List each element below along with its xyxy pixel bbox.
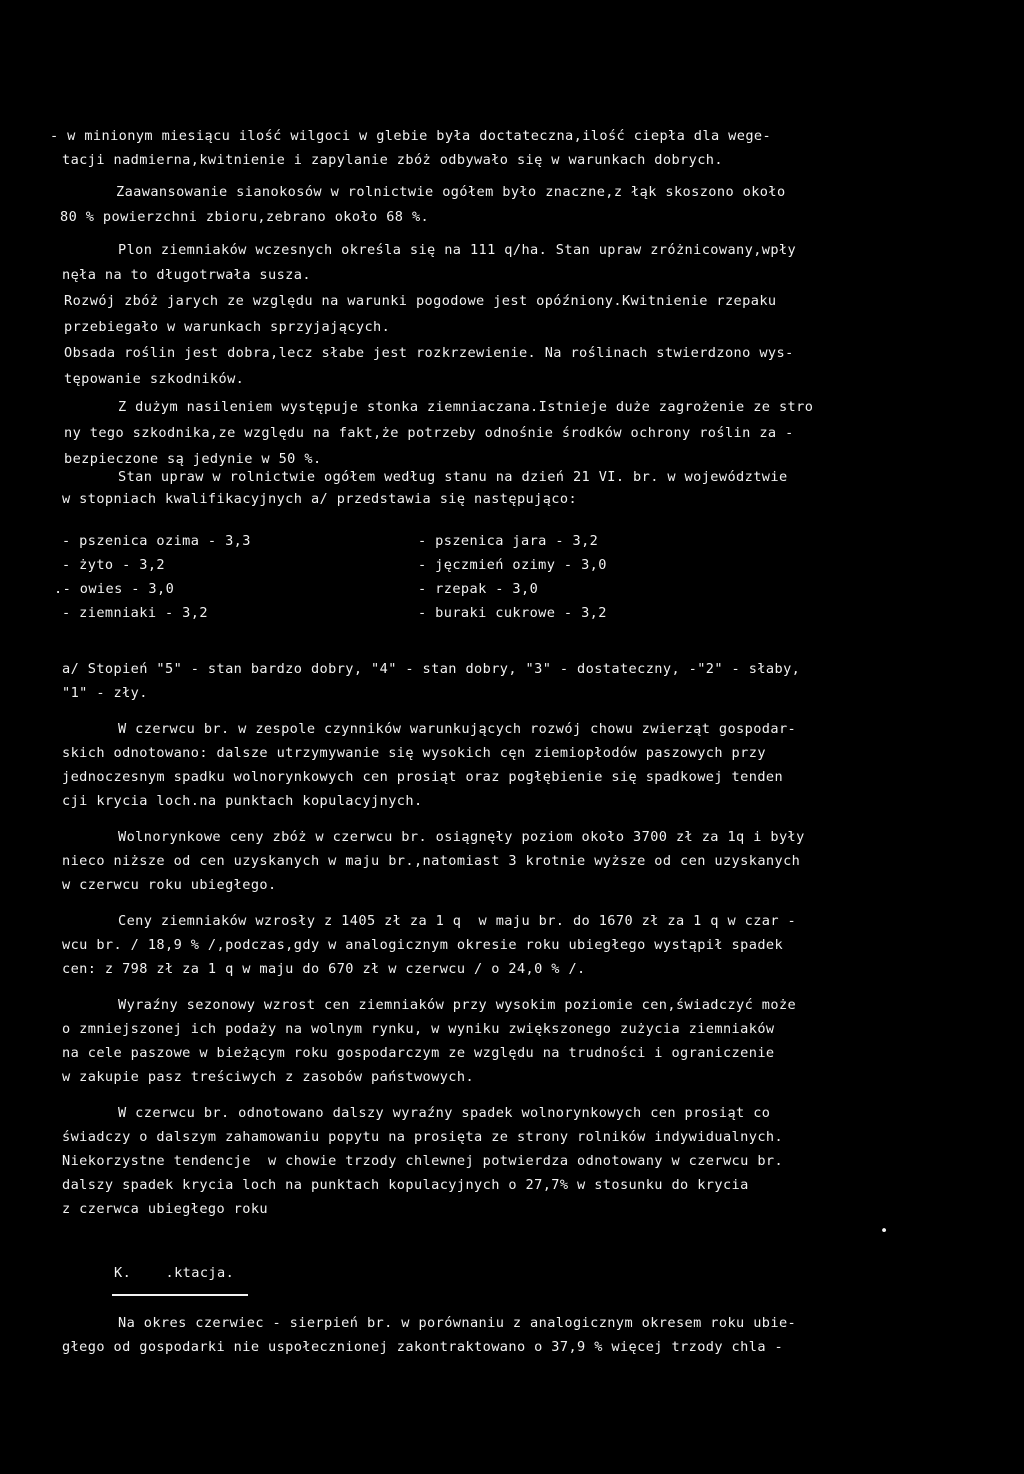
text-line: cen: z 798 zł za 1 q w maju do 670 zł w czerwcu / o 24,0 % /. [62,961,586,977]
text-line: Plon ziemniaków wczesnych określa się na 111 q/ha. Stan upraw zróżnicowany,wpły [118,242,797,258]
text-line: dalszy spadek krycia loch na punktach kopulacyjnych o 27,7% w stosunku do krycia [62,1177,749,1193]
crop-grade-item: - jęczmień ozimy - 3,0 [418,557,607,573]
crop-grade-item: - pszenica ozima - 3,3 [62,533,251,549]
heading-underline [112,1294,248,1296]
text-line: tacji nadmierna,kwitnienie i zapylanie zbóż odbywało się w warunkach dobrych. [62,152,723,168]
text-line: bezpieczone są jedynie w 50 %. [64,451,322,467]
text-line: cji krycia loch.na punktach kopulacyjnych. [62,793,423,809]
footnote-line: "1" - zły. [62,685,148,701]
text-line: W czerwcu br. odnotowano dalszy wyraźny spadek wolnorynkowych cen prosiąt co [118,1105,771,1121]
bullet-marker: • [880,1223,889,1239]
crop-grade-item: - rzepak - 3,0 [418,581,539,597]
crop-grade-item: - żyto - 3,2 [62,557,166,573]
text-line: Rozwój zbóż jarych ze względu na warunki pogodowe jest opóźniony.Kwitnienie rzepaku [64,293,777,309]
text-line: W czerwcu br. w zespole czynników warunkujących rozwój chowu zwierząt gospodar- [118,721,797,737]
text-line: Niekorzystne tendencje w chowie trzody chlewnej potwierdza odnotowany w czerwcu br. [62,1153,784,1169]
text-line: Wolnorynkowe ceny zbóż w czerwcu br. osiągnęły poziom około 3700 zł za 1q i były [118,829,805,845]
text-line: tępowanie szkodników. [64,371,245,387]
text-line: przebiegało w warunkach sprzyjających. [64,319,391,335]
text-line: w stopniach kwalifikacyjnych a/ przedstawia się następująco: [62,491,578,507]
text-line: 80 % powierzchni zbioru,zebrano około 68 %. [60,209,430,225]
text-line: jednoczesnym spadku wolnorynkowych cen prosiąt oraz pogłębienie się spadkowej tenden [62,769,784,785]
text-line: głego od gospodarki nie uspołecznionej zakontraktowano o 37,9 % więcej trzody chla - [62,1339,784,1355]
text-line: Obsada roślin jest dobra,lecz słabe jest rozkrzewienie. Na roślinach stwierdzono wys- [64,345,794,361]
text-line: Wyraźny sezonowy wzrost cen ziemniaków przy wysokim poziomie cen,świadczyć może [118,997,797,1013]
text-line: wcu br. / 18,9 % /,podczas,gdy w analogicznym okresie roku ubiegłego wystąpił spadek [62,937,784,953]
crop-grade-item: - ziemniaki - 3,2 [62,605,208,621]
text-line: Na okres czerwiec - sierpień br. w porównaniu z analogicznym okresem roku ubie- [118,1315,797,1331]
crop-grade-item: - pszenica jara - 3,2 [418,533,599,549]
text-line: nieco niższe od cen uzyskanych w maju br.,natomiast 3 krotnie wyższe od cen uzyskanych [62,853,801,869]
text-line: Zaawansowanie sianokosów w rolnictwie ogółem było znaczne,z łąk skoszono około [116,184,786,200]
text-line: Z dużym nasileniem występuje stonka ziemniaczana.Istnieje duże zagrożenie ze stro [118,399,814,415]
text-line: o zmniejszonej ich podaży na wolnym rynku, w wyniku zwiększonego zużycia ziemniaków [62,1021,775,1037]
text-line: w zakupie pasz treściwych z zasobów państwowych. [62,1069,475,1085]
text-line: - w minionym miesiącu ilość wilgoci w glebie była doctateczna,ilość ciepła dla wege- [50,128,772,144]
text-line: ny tego szkodnika,ze względu na fakt,że potrzeby odnośnie środków ochrony roślin za - [64,425,794,441]
footnote-line: a/ Stopień "5" - stan bardzo dobry, "4" - stan dobry, "3" - dostateczny, -"2" - słaby, [62,661,801,677]
crop-grade-item: .- owies - 3,0 [54,581,175,597]
text-line: skich odnotowano: dalsze utrzymywanie się wysokich cęn ziemiopłodów paszowych przy [62,745,766,761]
crop-grade-item: - buraki cukrowe - 3,2 [418,605,607,621]
text-line: w czerwcu roku ubiegłego. [62,877,277,893]
text-line: z czerwca ubiegłego roku [62,1201,269,1217]
text-line: Stan upraw w rolnictwie ogółem według stanu na dzień 21 VI. br. w województwie [118,469,788,485]
text-line: na cele paszowe w bieżącym roku gospodarczym ze względu na trudności i ograniczenie [62,1045,775,1061]
text-line: Ceny ziemniaków wzrosły z 1405 zł za 1 q w maju br. do 1670 zł za 1 q w czar - [118,913,797,929]
text-line: świadczy o dalszym zahamowaniu popytu na prosięta ze strony rolników indywidualnych. [62,1129,784,1145]
text-line: nęła na to długotrwała susza. [62,267,311,283]
section-heading: K. .ktacja. [114,1265,235,1281]
